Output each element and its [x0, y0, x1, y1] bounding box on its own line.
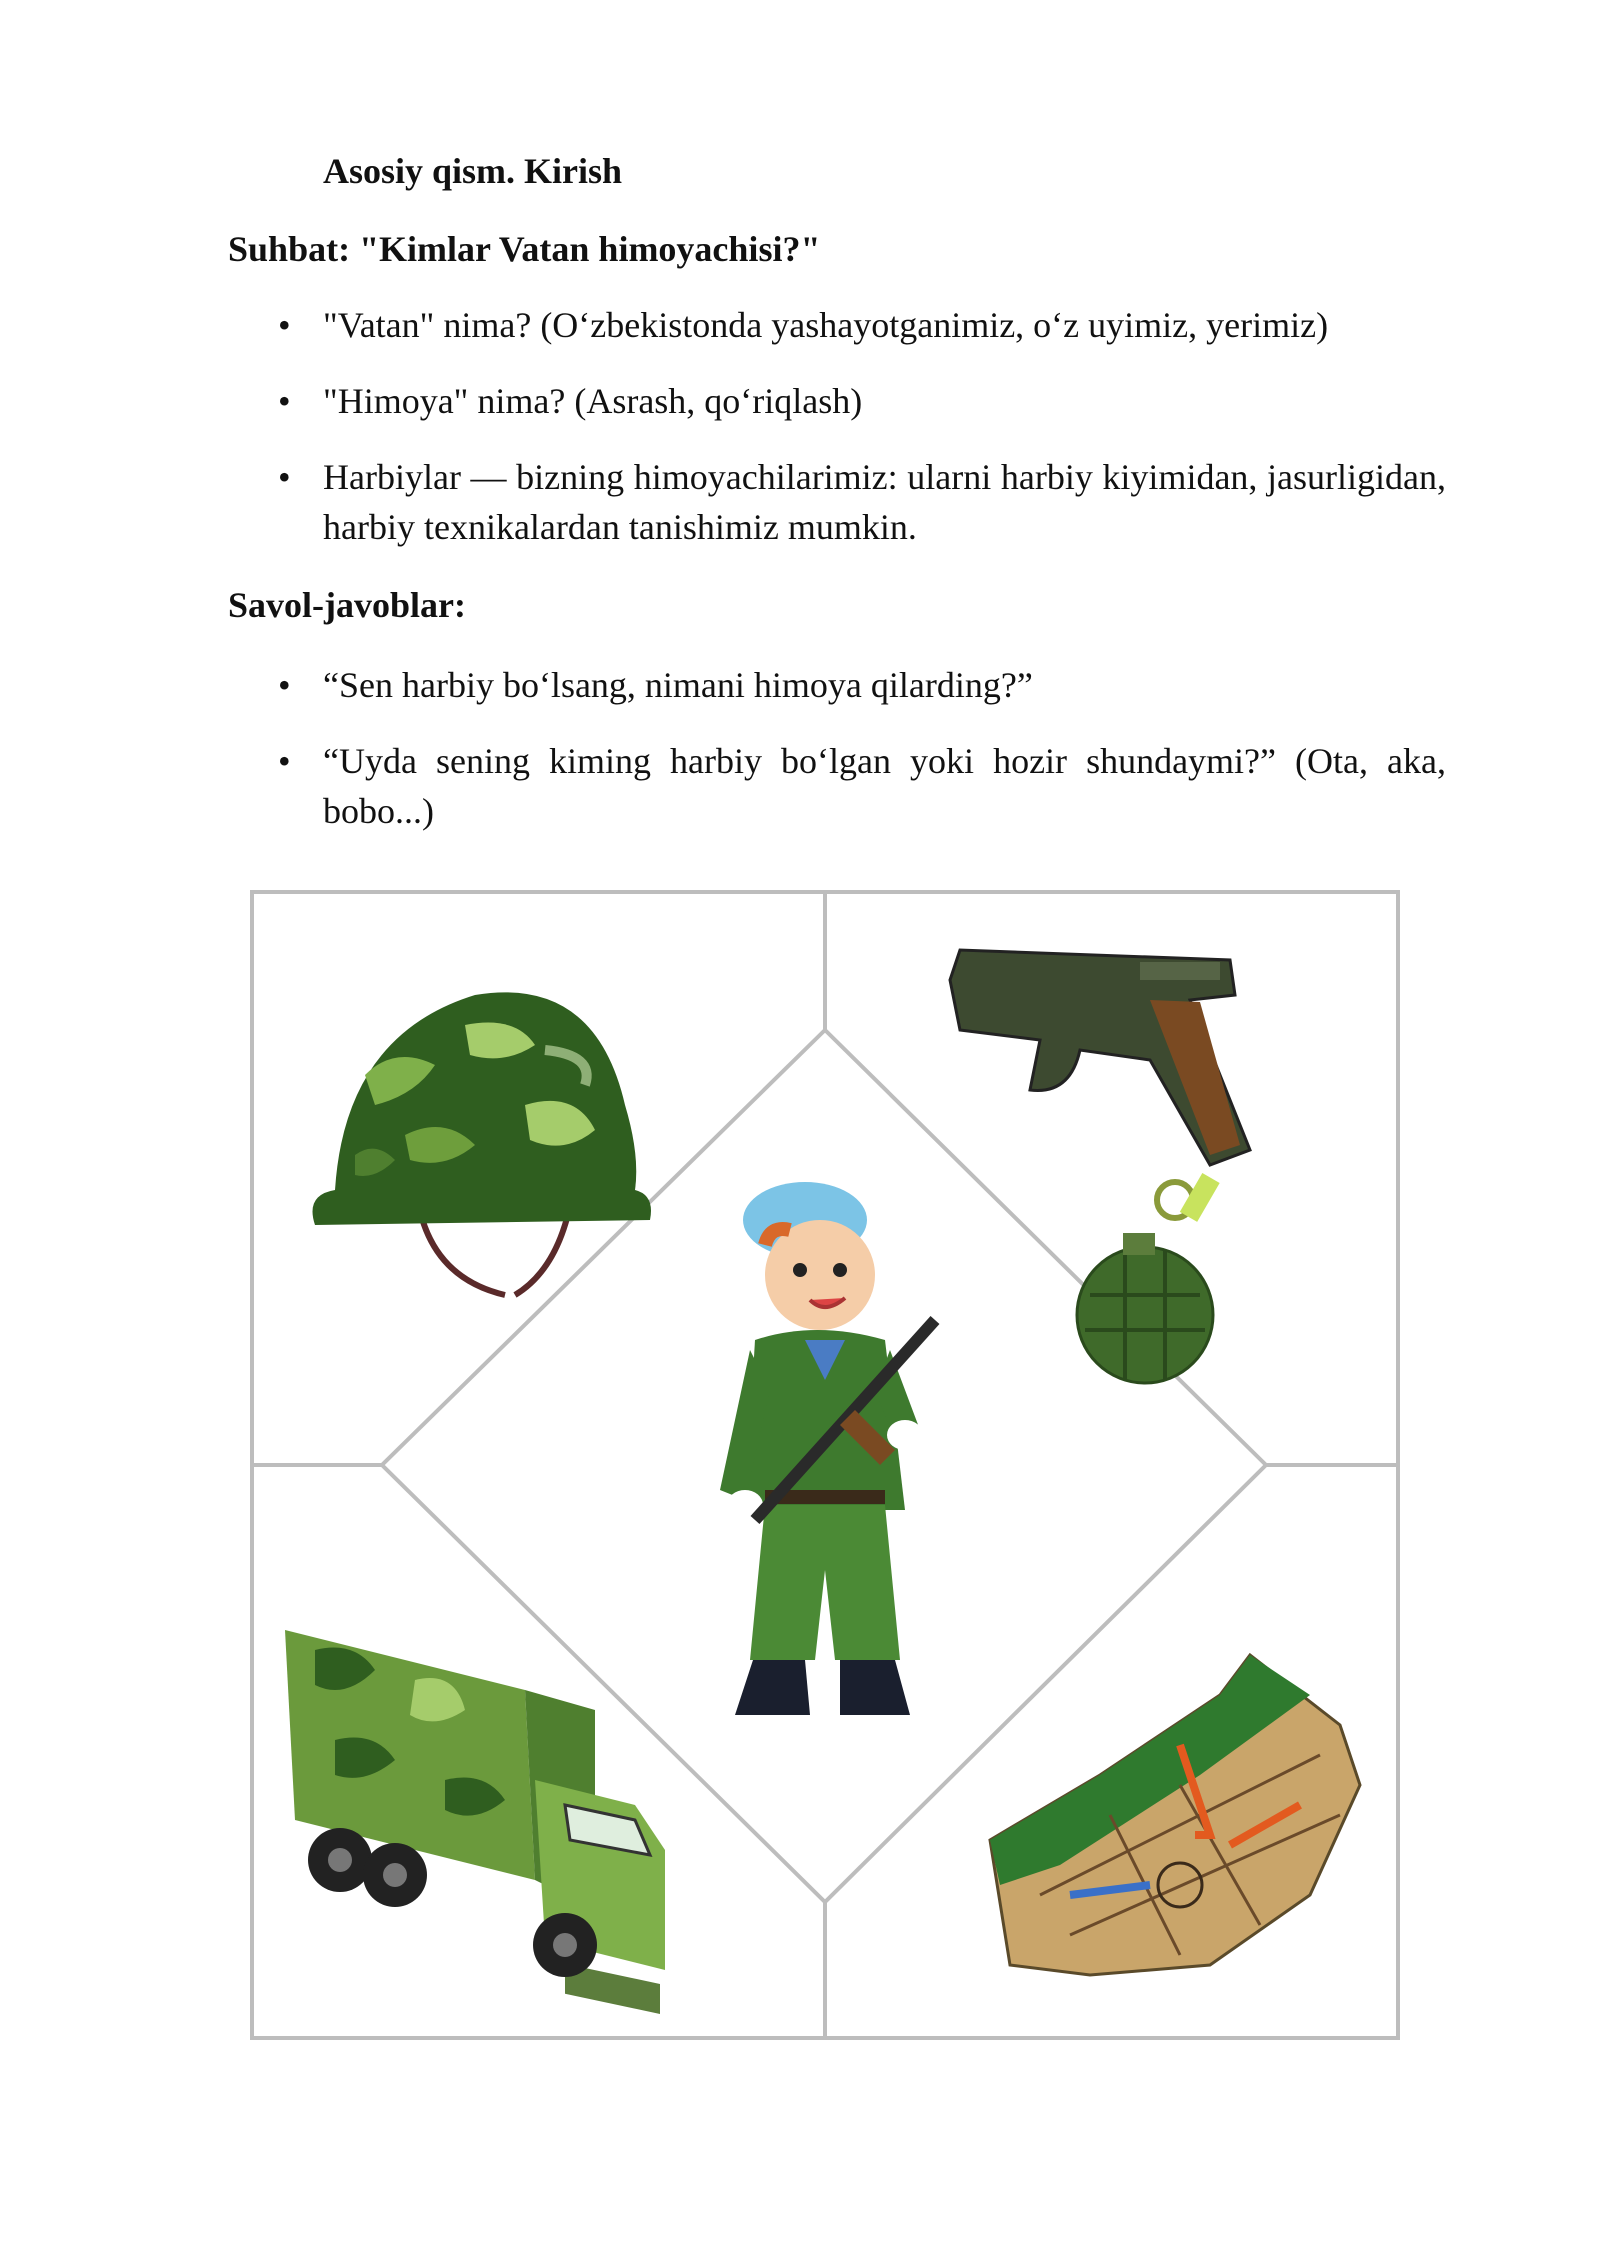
- bullet: •: [278, 305, 291, 345]
- soldier-figure: [720, 1182, 935, 1715]
- bullet: •: [278, 381, 291, 421]
- bullet: •: [278, 665, 291, 705]
- list-item: • "Himoya" nima? (Asrash, qo‘riqlash): [228, 376, 1446, 426]
- pistol-icon: [950, 950, 1250, 1165]
- conversation-heading: Suhbat: "Kimlar Vatan himoyachisi?": [228, 229, 821, 269]
- list-item: • “Sen harbiy bo‘lsang, nimani himoya qilarding?”: [228, 660, 1446, 710]
- list-item: • Harbiylar — bizning himoyachilarimiz: ularni harbiy kiyimidan, jasurligidan, harbiy texnikalardan tanishimiz mumkin.: [228, 452, 1446, 552]
- intro-heading: Asosiy qism. Kirish: [323, 151, 623, 191]
- qa-heading: Savol-javoblar:: [228, 585, 466, 625]
- grenade-icon: [1077, 1173, 1220, 1383]
- conversation-list: [228, 300, 1446, 578]
- military-illustration-svg: [250, 890, 1400, 2040]
- military-illustration: [250, 890, 1400, 2040]
- bullet: •: [278, 457, 291, 497]
- map-icon: [990, 1655, 1360, 1975]
- list-item: • "Vatan" nima? (O‘zbekistonda yashayotganimiz, o‘z uyimiz, yerimiz): [228, 300, 1446, 350]
- bullet: •: [278, 741, 291, 781]
- list-item: • “Uyda sening kiming harbiy bo‘lgan yoki hozir shundaymi?” (Ota, aka, bobo...): [228, 736, 1446, 836]
- qa-list: [228, 660, 1446, 862]
